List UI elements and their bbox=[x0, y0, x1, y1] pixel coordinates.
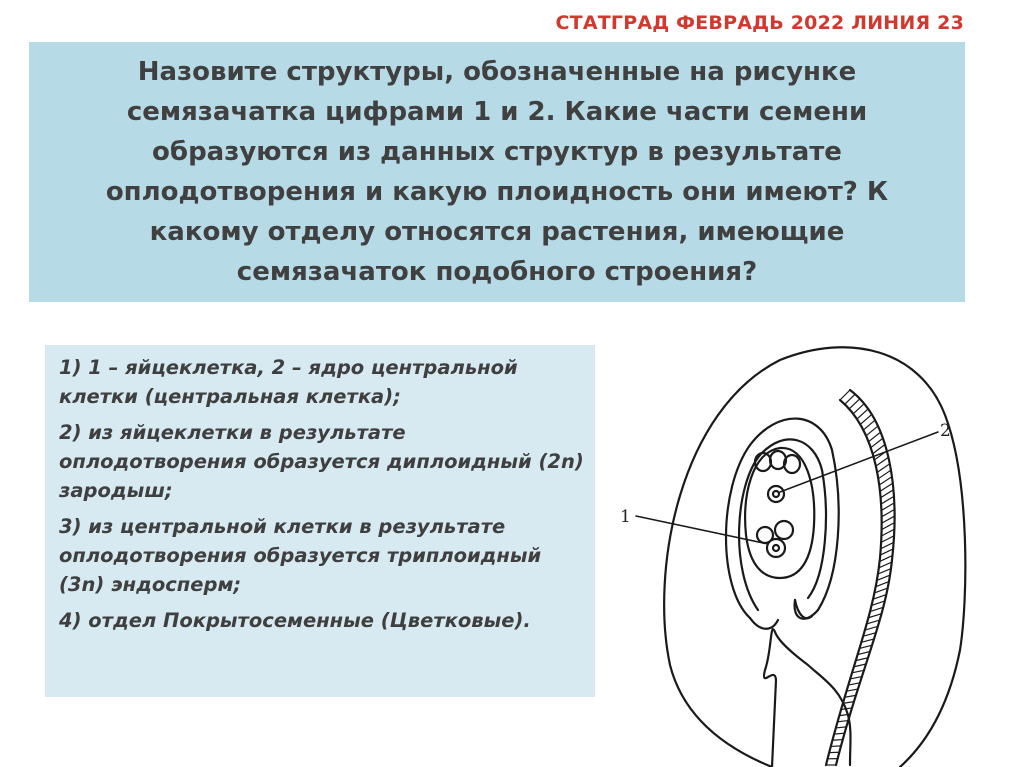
hatch-line bbox=[840, 390, 850, 400]
hatch-line bbox=[881, 536, 894, 543]
hatch-line bbox=[878, 569, 891, 575]
source-header: СТАТГРАД ФЕВРАДЬ 2022 ЛИНИЯ 23 bbox=[555, 12, 964, 34]
hatch-line bbox=[881, 490, 894, 498]
inner-integument-2 bbox=[739, 439, 826, 610]
hatch-line bbox=[834, 733, 844, 734]
hatch-line bbox=[881, 529, 894, 536]
micropyle-left bbox=[750, 618, 778, 629]
hatch-line bbox=[879, 477, 892, 485]
hatch-line bbox=[845, 394, 855, 404]
hatch-line bbox=[881, 542, 894, 548]
hatch-line bbox=[877, 575, 890, 580]
synergid-2 bbox=[775, 521, 793, 539]
hatch-line bbox=[880, 483, 893, 491]
answer-item-3: 3) из центральной клетки в результате оплодотворения образуется триплоидный (3n) эндосперм; bbox=[59, 515, 542, 596]
ovule-diagram bbox=[600, 320, 1024, 767]
label-2: 2 bbox=[940, 421, 951, 441]
hatch-line bbox=[857, 409, 868, 419]
antipodal-cell-3 bbox=[784, 455, 800, 473]
hatch-line bbox=[876, 582, 889, 587]
vascular-hatching bbox=[826, 390, 895, 765]
central-nucleus bbox=[768, 486, 784, 502]
hatch-line bbox=[881, 496, 894, 504]
hatch-line bbox=[831, 746, 841, 747]
hatch-line bbox=[877, 464, 890, 473]
answer-item-4: 4) отдел Покрытосеменные (Цветковые). bbox=[59, 609, 531, 632]
egg-cell bbox=[767, 539, 785, 557]
label-1: 1 bbox=[620, 507, 631, 527]
hatch-line bbox=[881, 503, 894, 511]
vascular-strand-inner bbox=[826, 400, 882, 765]
hatch-line bbox=[832, 740, 842, 741]
hatch-line bbox=[882, 509, 895, 516]
hatch-line bbox=[860, 414, 871, 424]
central-nucleus-inner bbox=[773, 491, 779, 497]
answer-box bbox=[45, 345, 595, 697]
hatch-line bbox=[849, 399, 860, 409]
hatch-line bbox=[882, 516, 895, 523]
question-text: Назовите структуры, обозначенные на рисунке семязачатка цифрами 1 и 2. Какие части семени образуются из данных структур в результате оплодотворения и какую плоидность они имеют? К какому отделу относятся растения, имеющие семязачаток подобного строения? bbox=[105, 57, 889, 287]
hatch-line bbox=[866, 426, 878, 436]
answer-item-2: 2) из яйцеклетки в результате оплодотворения образуется диплоидный (2n) зародыш; bbox=[59, 421, 584, 502]
hatch-line bbox=[869, 432, 881, 442]
hatch-line bbox=[837, 721, 848, 722]
outer-integument bbox=[664, 347, 965, 767]
hatch-line bbox=[871, 438, 883, 447]
hatch-line bbox=[841, 708, 852, 710]
ovule-figure bbox=[600, 320, 1024, 767]
answer-item-1: 1) 1 – яйцеклетка, 2 – ядро центральной клетки (центральная клетка); bbox=[59, 356, 518, 408]
hatch-line bbox=[853, 404, 864, 414]
hatch-line bbox=[863, 420, 875, 430]
label-line-1 bbox=[636, 516, 768, 544]
hatch-line bbox=[876, 457, 888, 466]
hatch-line bbox=[882, 523, 895, 530]
hatch-line bbox=[880, 549, 893, 555]
hatch-line bbox=[843, 702, 854, 704]
hatch-line bbox=[880, 556, 893, 562]
egg-nucleus bbox=[773, 545, 779, 551]
hatch-line bbox=[836, 727, 847, 728]
hatch-line bbox=[878, 470, 891, 479]
hatch-line bbox=[879, 562, 892, 568]
question-box bbox=[29, 42, 965, 302]
